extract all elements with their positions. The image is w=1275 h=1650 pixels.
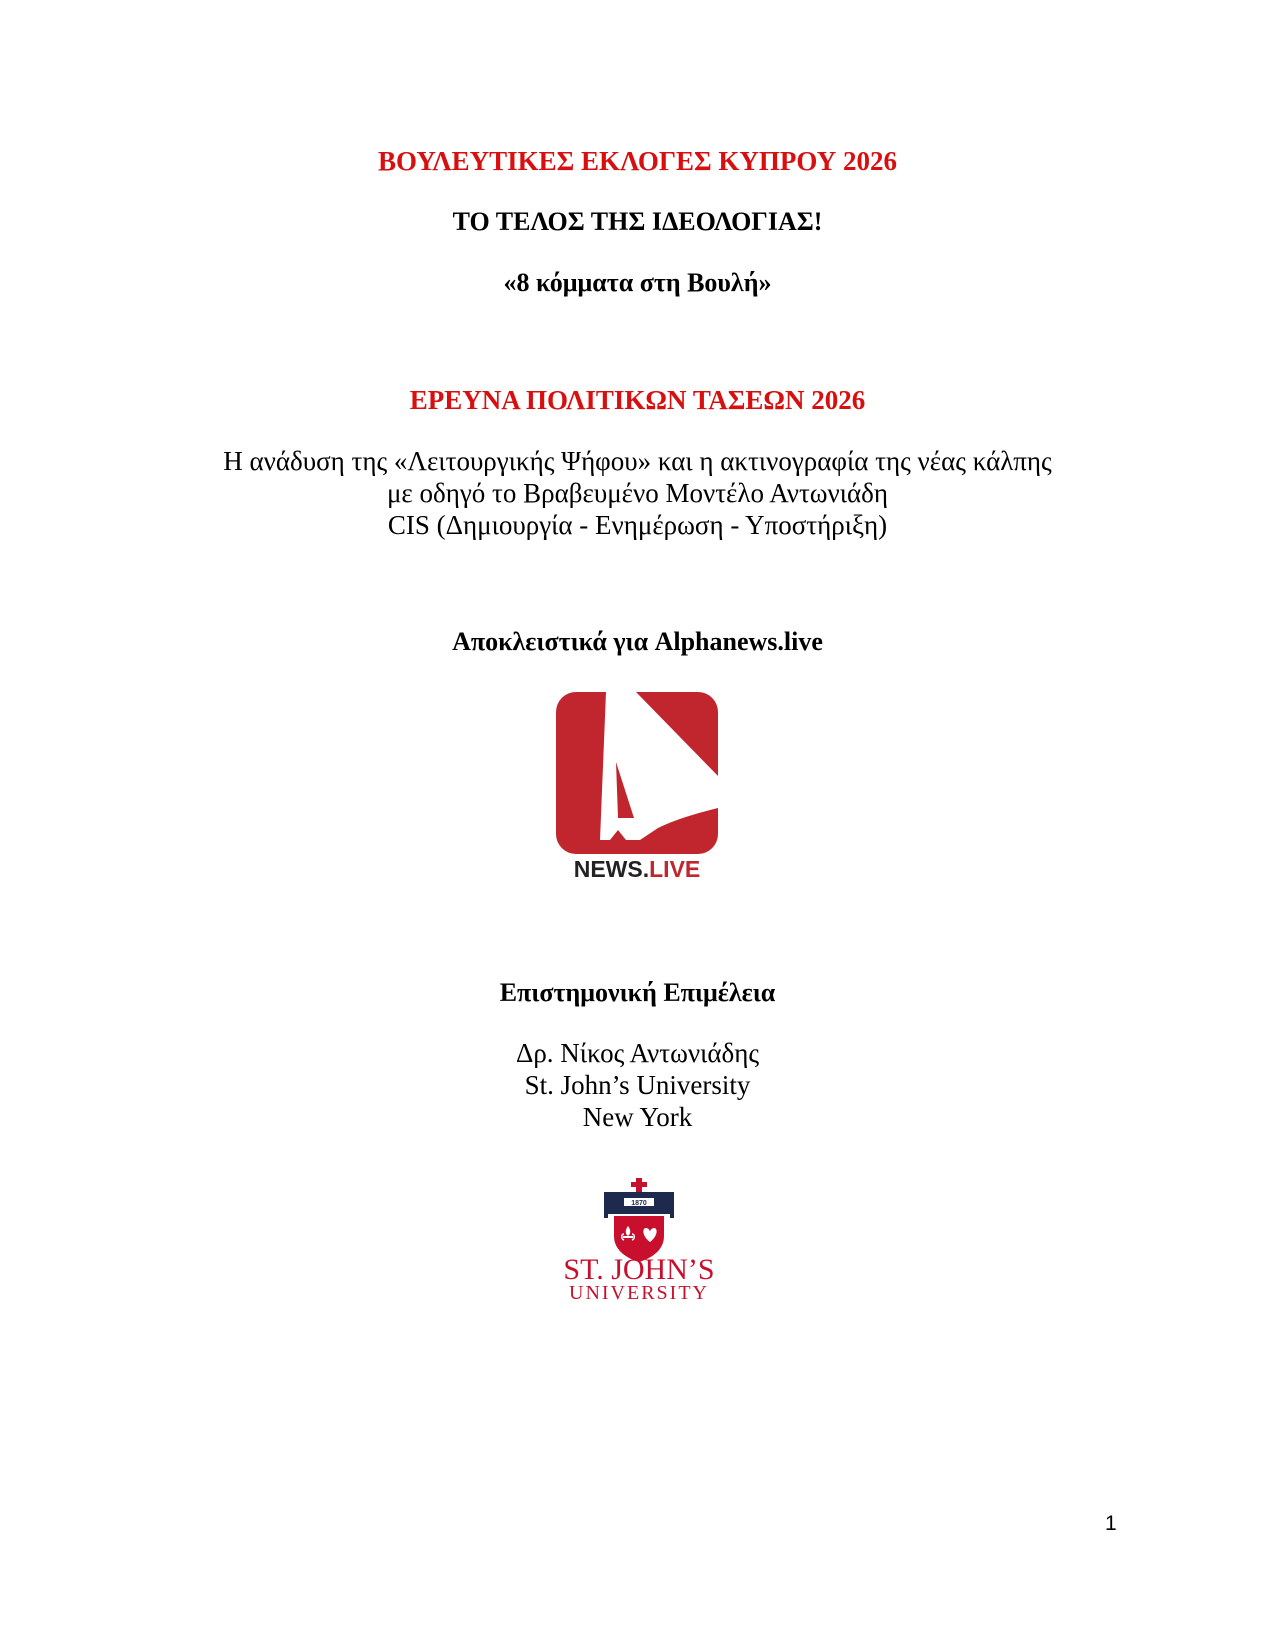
logo-shield-year: 1870 xyxy=(631,1200,647,1207)
logo-wordmark-line2: UNIVERSITY xyxy=(569,1282,709,1300)
description-line: Η ανάδυση της «Λειτουργικής Ψήφου» και η ακτινογραφία της νέας κάλπης xyxy=(223,446,1052,476)
editor-location: New York xyxy=(582,1102,693,1132)
editor-heading: Επιστημονική Επιμέλεια xyxy=(499,978,776,1007)
logo-wordmark-line1: ST. JOHN’S xyxy=(563,1253,715,1286)
logo-cross-horizontal xyxy=(631,1182,647,1187)
description-line: με οδηγό το Βραβευμένο Μοντέλο Αντωνιάδη xyxy=(386,478,889,508)
st-johns-university-logo-icon xyxy=(532,1178,746,1300)
survey-title: ΕΡΕΥΝΑ ΠΟΛΙΤΙΚΩΝ ΤΑΣΕΩΝ 2026 xyxy=(409,385,866,415)
alphanews-brand-text: NEWS.LIVE xyxy=(573,856,701,882)
alphanews-logo-icon xyxy=(554,690,720,886)
editor-name: Δρ. Νίκος Αντωνιάδης xyxy=(515,1038,760,1068)
editor-affiliation: St. John’s University xyxy=(524,1070,751,1100)
page-number: 1 xyxy=(1105,1512,1117,1535)
description-line: CIS (Δημιουργία - Ενημέρωση - Υποστήριξη) xyxy=(387,510,888,540)
quote-title: «8 κόμματα στη Βουλή» xyxy=(503,268,772,297)
subtitle: ΤΟ ΤΕΛΟΣ ΤΗΣ ΙΔΕΟΛΟΓΙΑΣ! xyxy=(452,207,823,236)
main-title: ΒΟΥΛΕΥΤΙΚΕΣ ΕΚΛΟΓΕΣ ΚΥΠΡΟΥ 2026 xyxy=(378,146,897,176)
exclusive-text: Αποκλειστικά για Alphanews.live xyxy=(452,627,823,656)
